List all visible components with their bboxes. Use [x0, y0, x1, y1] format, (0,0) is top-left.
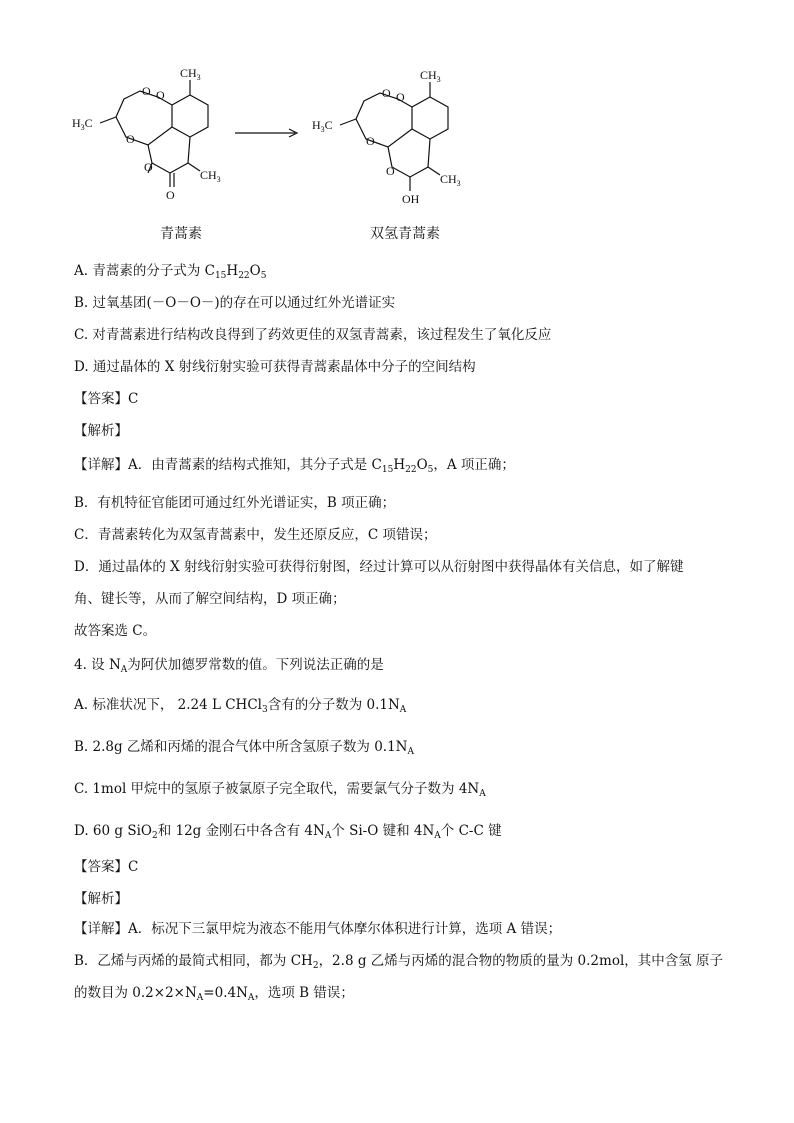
- svg-text:O: O: [366, 134, 375, 148]
- ch3-label-left-top: $CH_3$: [180, 66, 201, 82]
- o-label: O: [144, 160, 153, 174]
- q4-detail-b-line2: 的数目为 $0.2\times 2\times N_A=0.4N_A$，选项 B 错误；: [74, 985, 354, 1003]
- h3c-label-right: $H_3C$: [312, 118, 333, 134]
- q3-detail-a: 【详解】A．由青蒿素的结构式推知，其分子式是 $C_{15}H_{22}O_5$，A 项正确；: [74, 457, 515, 475]
- carbonyl-o-label: O: [166, 188, 175, 202]
- q3-detail-c: C．青蒿素转化为双氢青蒿素中，发生还原反应，C 项错误；: [74, 527, 437, 543]
- o-label: O: [126, 132, 135, 146]
- q3-answer: 【答案】C: [74, 391, 139, 407]
- q3-option-d: D. 通过晶体的 X 射线衍射实验可获得青蒿素晶体中分子的空间结构: [74, 359, 476, 375]
- ch3-label-right-top: $CH_3$: [420, 68, 441, 84]
- svg-text:O: O: [386, 164, 395, 178]
- oh-label: OH: [402, 192, 420, 206]
- o-label: O: [156, 88, 165, 102]
- q4-option-c: C. 1mol 甲烷中的氢原子被氯原子完全取代，需要氯气分子数为 $4N_A$: [74, 781, 486, 799]
- q4-detail-a: 【详解】A．标况下三氯甲烷为液态不能用气体摩尔体积进行计算，选项 A 错误；: [74, 921, 562, 937]
- q3-option-b: B. 过氧基团(－O－O－)的存在可以通过红外光谱证实: [74, 295, 396, 311]
- reaction-figure: [60, 55, 480, 255]
- h3c-label-left: $H_3C$: [72, 116, 93, 132]
- q3-analysis-heading: 【解析】: [74, 423, 128, 439]
- q4-option-b: B. 2.8g 乙烯和丙烯的混合气体中所含氢原子数为 $0.1N_A$: [74, 739, 414, 757]
- svg-text:O: O: [382, 86, 391, 100]
- q4-answer: 【答案】C: [74, 859, 139, 875]
- ch3-label-left-bottom: $CH_3$: [200, 168, 221, 184]
- q3-conclusion: 故答案选 C。: [74, 623, 157, 639]
- q3-detail-d-line2: 角、键长等，从而了解空间结构，D 项正确；: [74, 591, 346, 607]
- right-caption: 双氢青蒿素: [370, 226, 440, 242]
- left-caption: 青蒿素: [160, 226, 202, 242]
- artemisinin-structure: [100, 80, 208, 187]
- svg-text:O: O: [396, 90, 405, 104]
- q3-option-a: A. 青蒿素的分子式为 $C_{15}H_{22}O_5$: [74, 263, 267, 281]
- q4-analysis-heading: 【解析】: [74, 891, 128, 907]
- q3-detail-d-line1: D．通过晶体的 X 射线衍射实验可获得衍射图，经过计算可以从衍射图中获得晶体有关信息，如了解键: [74, 559, 684, 575]
- q4-option-a: A. 标准状况下， 2.24 L CHCl$_3$含有的分子数为 $0.1N_A$: [74, 697, 407, 715]
- q3-detail-b: B．有机特征官能团可通过红外光谱证实，B 项正确；: [74, 495, 396, 511]
- q4-option-d: D. 60 g SiO$_2$和 12g 金刚石中各含有 $4N_A$个 Si-O 键和 $4N_A$个 C-C 键: [74, 823, 502, 841]
- q3-option-c: C. 对青蒿素进行结构改良得到了药效更佳的双氢青蒿素，该过程发生了氧化反应: [74, 327, 552, 343]
- q4-stem: 4. 设 $N_A$为阿伏加德罗常数的值。下列说法正确的是: [74, 657, 384, 675]
- q4-detail-b-line1: B．乙烯与丙烯的最简式相同，都为 $CH_2$，2.8 g 乙烯与丙烯的混合物的物质的量为 0.2mol，其中含氢 原子: [74, 953, 724, 971]
- ch3-label-right-bottom: $CH_3$: [440, 172, 461, 188]
- o-label: O: [142, 84, 151, 98]
